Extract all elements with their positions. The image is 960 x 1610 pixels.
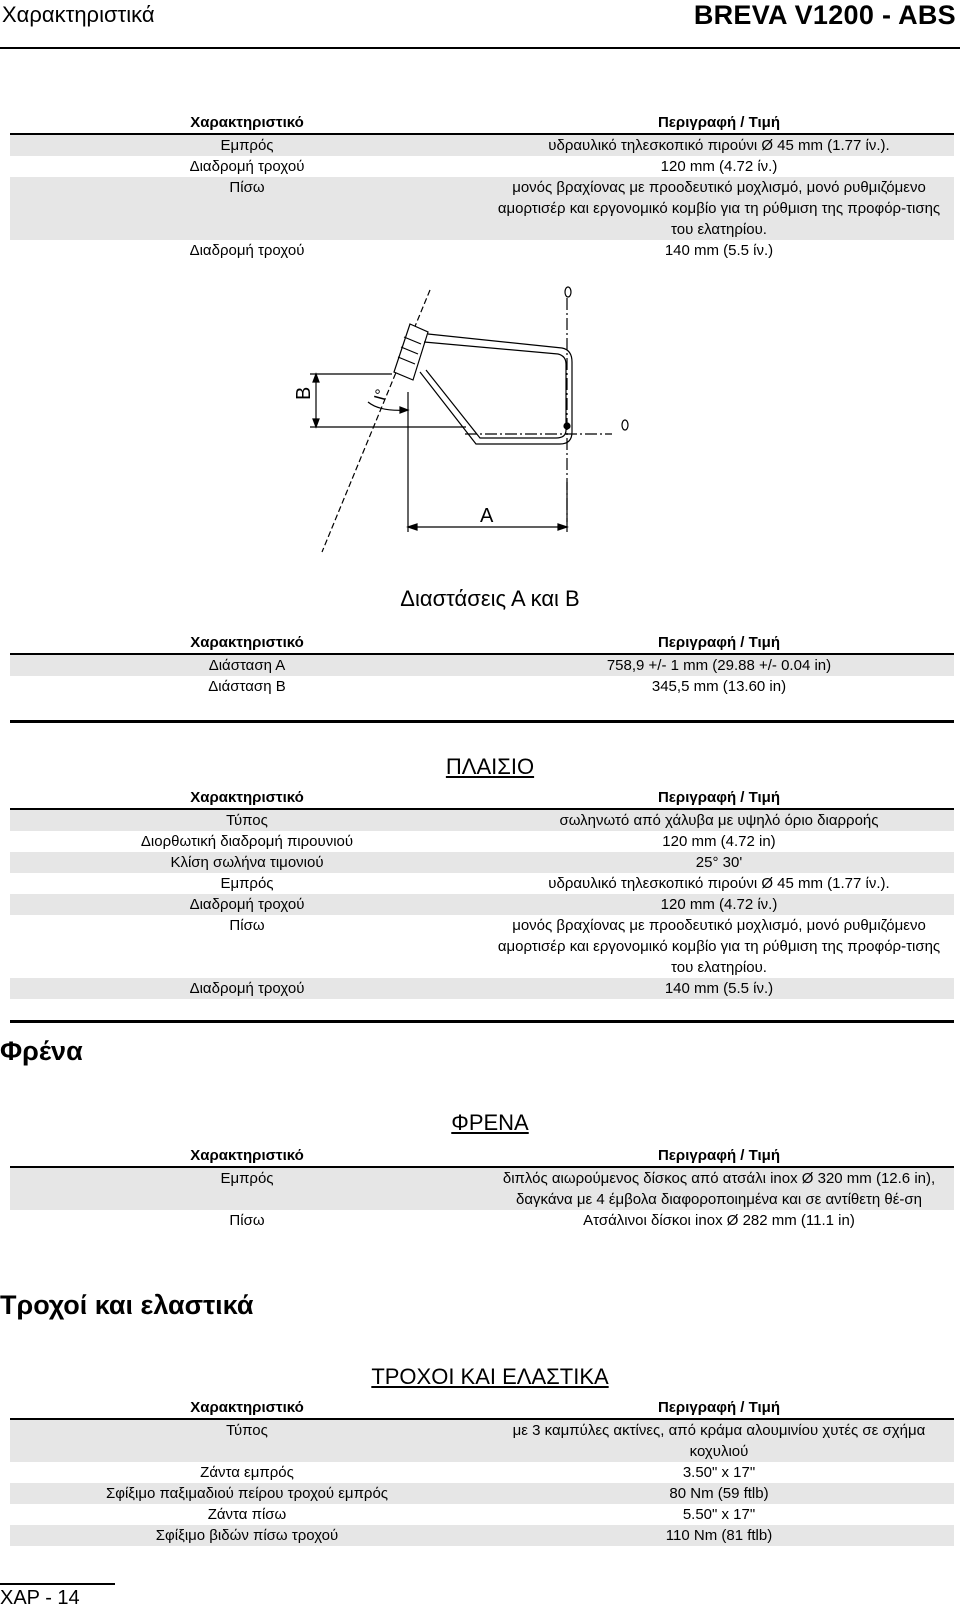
row-label: Διαδρομή τροχού	[189, 242, 305, 259]
table-row	[10, 831, 954, 852]
col-header-characteristic: Χαρακτηριστικό	[190, 634, 304, 651]
page-number: ΧΑΡ - 14	[0, 1587, 80, 1609]
row-value: 345,5 mm (13.60 in)	[651, 678, 787, 695]
frame-title: ΠΛΑΙΣΙΟ	[445, 754, 535, 779]
section-divider	[10, 1020, 954, 1023]
table-header	[10, 787, 954, 810]
row-label: Διορθωτική διαδρομή πιρουνιού	[140, 833, 354, 850]
chapter-wheels-heading: Τροχοί και ελαστικά	[0, 1290, 254, 1320]
table-row	[10, 915, 954, 978]
row-label: Ζάντα πίσω	[207, 1506, 287, 1523]
table-row	[10, 810, 954, 831]
brakes-table	[10, 1145, 954, 1231]
row-value: διπλός αιωρούμενος δίσκος από ατσάλι inox Ø 320 mm (12.6 in), δαγκάνα με 4 έμβολα διαφοροποιημένα και σε αντίθετη θέ-ση	[502, 1170, 936, 1208]
row-value: 140 mm (5.5 ίν.)	[664, 980, 774, 997]
section-title: Χαρακτηριστικά	[2, 2, 155, 27]
table-row	[10, 1168, 954, 1210]
col-header-characteristic: Χαρακτηριστικό	[190, 1147, 304, 1164]
table-row	[10, 1210, 954, 1231]
row-label: Διάσταση Β	[208, 678, 286, 695]
steering-geometry-diagram	[280, 282, 660, 562]
row-label: Τύπος	[226, 1422, 268, 1439]
row-label: Πίσω	[229, 917, 265, 934]
row-value: υδραυλικό τηλεσκοπικό πιρούνι Ø 45 mm (1.77 ίν.).	[548, 875, 890, 892]
table-header	[10, 112, 954, 135]
row-label: Εμπρός	[220, 875, 274, 892]
col-header-characteristic: Χαρακτηριστικό	[190, 1399, 304, 1416]
col-header-description: Περιγραφή / Τιμή	[657, 1147, 781, 1164]
table-row	[10, 1420, 954, 1462]
page-header	[0, 0, 960, 49]
wheels-table	[10, 1397, 954, 1546]
row-value: Ατσάλινοι δίσκοι inox Ø 282 mm (11.1 in)	[583, 1212, 855, 1229]
row-label: Σφίξιμο βιδών πίσω τροχού	[155, 1527, 339, 1544]
row-label: Σφίξιμο παξιμαδιού πείρου τροχού εμπρός	[105, 1485, 389, 1502]
col-header-description: Περιγραφή / Τιμή	[657, 114, 781, 131]
row-label: Πίσω	[229, 179, 265, 196]
row-value: 120 mm (4.72 ίν.)	[660, 896, 778, 913]
brakes-title: ΦΡΕΝΑ	[451, 1110, 529, 1135]
label-angle: I°	[371, 387, 391, 403]
table-row	[10, 135, 954, 156]
table-row	[10, 852, 954, 873]
table-row	[10, 894, 954, 915]
row-value: 140 mm (5.5 ίν.)	[664, 242, 774, 259]
label-b: B	[293, 386, 315, 400]
row-label: Εμπρός	[220, 137, 274, 154]
row-value: 758,9 +/- 1 mm (29.88 +/- 0.04 in)	[606, 657, 832, 674]
col-header-description: Περιγραφή / Τιμή	[657, 789, 781, 806]
table-row	[10, 655, 954, 676]
dimensions-title: Διαστάσεις Α και Β	[400, 586, 580, 611]
table-header	[10, 1397, 954, 1420]
suspension-table	[10, 112, 954, 261]
table-row	[10, 978, 954, 999]
table-row	[10, 873, 954, 894]
row-label: Διαδρομή τροχού	[189, 980, 305, 997]
row-value: σωληνωτό από χάλυβα με υψηλό όριο διαρροής	[559, 812, 879, 829]
table-row	[10, 1525, 954, 1546]
head-tube	[394, 324, 428, 380]
row-value: υδραυλικό τηλεσκοπικό πιρούνι Ø 45 mm (1.77 ίν.).	[548, 137, 890, 154]
row-label: Διαδρομή τροχού	[189, 158, 305, 175]
row-label: Πίσω	[229, 1212, 265, 1229]
wheels-title: ΤΡΟΧΟΙ ΚΑΙ ΕΛΑΣΤΙΚΑ	[371, 1364, 609, 1389]
row-label: Ζάντα εμπρός	[200, 1464, 294, 1481]
col-header-characteristic: Χαρακτηριστικό	[190, 114, 304, 131]
row-label: Κλίση σωλήνα τιμονιού	[170, 854, 324, 871]
reference-mark-top	[565, 287, 571, 297]
table-row	[10, 676, 954, 697]
col-header-description: Περιγραφή / Τιμή	[657, 1399, 781, 1416]
table-header	[10, 632, 954, 655]
page-footer	[0, 1583, 115, 1610]
row-value: 25° 30'	[695, 854, 743, 871]
row-value: μονός βραχίονας με προοδευτικό μοχλισμό, μονό ρυθμιζόμενο αμορτισέρ και εργονομικό κομβίο για τη ρύθμιση της προφόρ-τισης του ελατηρίου.	[497, 179, 941, 238]
col-header-description: Περιγραφή / Τιμή	[657, 634, 781, 651]
table-row	[10, 1462, 954, 1483]
table-row	[10, 240, 954, 261]
table-header	[10, 1145, 954, 1168]
section-divider	[10, 720, 954, 723]
table-row	[10, 1504, 954, 1525]
row-value: 3.50" x 17"	[682, 1464, 756, 1481]
row-value: μονός βραχίονας με προοδευτικό μοχλισμό, μονό ρυθμιζόμενο αμορτισέρ και εργονομικό κομβίο για τη ρύθμιση της προφόρ-τισης του ελατηρίου.	[497, 917, 941, 976]
row-label: Διάσταση Α	[208, 657, 286, 674]
row-label: Διαδρομή τροχού	[189, 896, 305, 913]
label-a: A	[480, 505, 494, 527]
frame-inner	[424, 342, 566, 438]
row-label: Τύπος	[226, 812, 268, 829]
row-label: Εμπρός	[220, 1170, 274, 1187]
row-value: 80 Nm (59 ftlb)	[669, 1485, 769, 1502]
row-value: 120 mm (4.72 in)	[662, 833, 776, 850]
col-header-characteristic: Χαρακτηριστικό	[190, 789, 304, 806]
reference-mark-right	[622, 420, 628, 430]
dimensions-table	[10, 632, 954, 697]
model-title: BREVA V1200 - ABS	[693, 0, 956, 30]
row-value: 120 mm (4.72 ίν.)	[660, 158, 778, 175]
table-row	[10, 1483, 954, 1504]
table-row	[10, 156, 954, 177]
row-value: με 3 καμπύλες ακτίνες, από κράμα αλουμινίου χυτές σε σχήμα κοχυλιού	[512, 1422, 926, 1460]
row-value: 110 Nm (81 ftlb)	[665, 1527, 773, 1544]
chapter-brakes-heading: Φρένα	[0, 1036, 83, 1066]
frame-table	[10, 787, 954, 999]
row-value: 5.50" x 17"	[682, 1506, 756, 1523]
table-row	[10, 177, 954, 240]
